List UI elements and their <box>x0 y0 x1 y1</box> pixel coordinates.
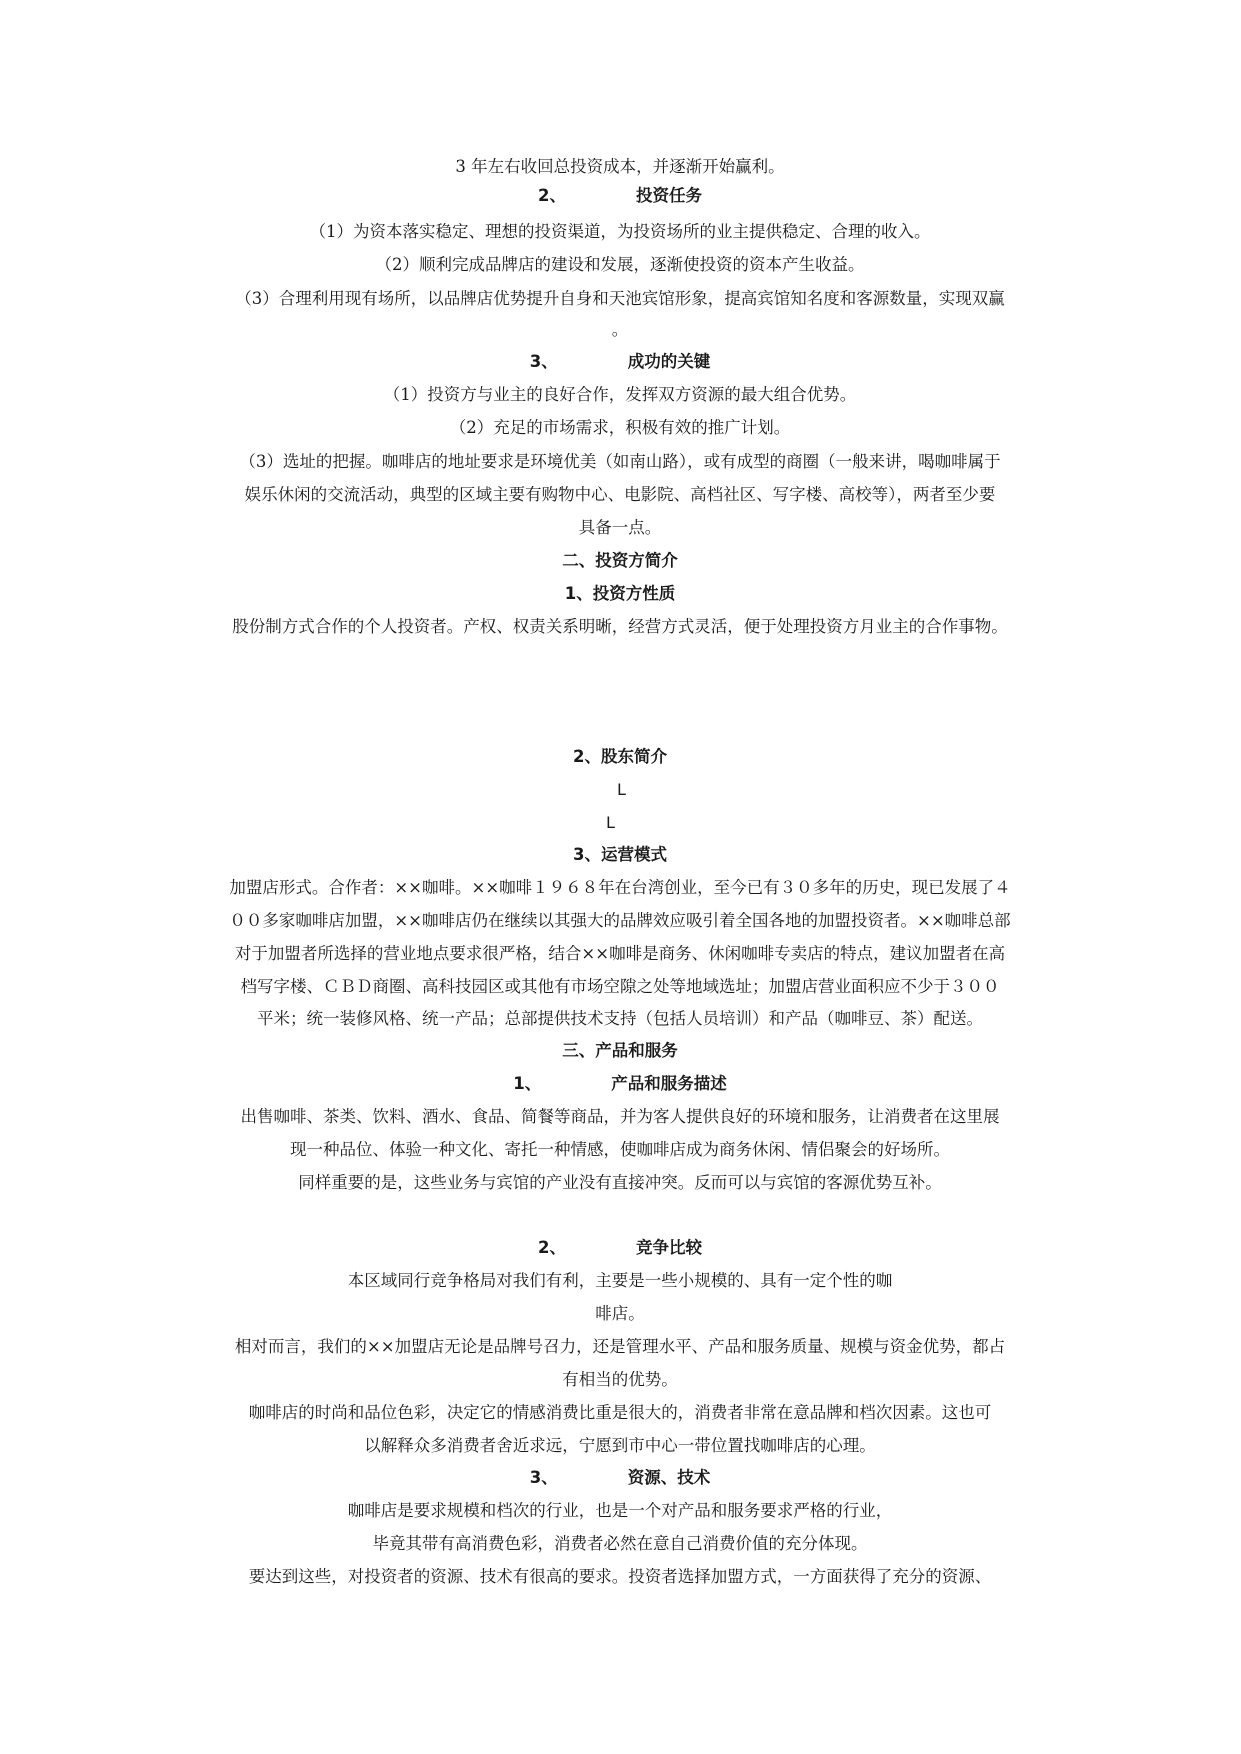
shareholder-mark: L <box>606 813 615 832</box>
paragraph-line: 以解释众多消费者舍近求远，宁愿到市中心一带位置找咖啡店的心理。 <box>364 1436 876 1455</box>
chapter-title: 二、投资方简介 <box>562 551 678 570</box>
section-heading: 3、运营模式 <box>573 845 667 864</box>
paragraph-line: 平米；统一装修风格、统一产品；总部提供技术支持（包括人员培训）和产品（咖啡豆、茶）配送。 <box>257 1009 983 1028</box>
heading-number: 3、 <box>529 1468 558 1487</box>
paragraph-line: 要达到这些，对投资者的资源、技术有很高的要求。投资者选择加盟方式，一方面获得了充分的资源、 <box>248 1567 992 1586</box>
paragraph-line: （3）选址的把握。咖啡店的地址要求是环境优美（如南山路），或有成型的商圈（一般来讲，喝咖啡属于 <box>239 452 1001 471</box>
paragraph-line: 咖啡店是要求规模和档次的行业，也是一个对产品和服务要求严格的行业， <box>347 1501 893 1520</box>
paragraph-line: 对于加盟者所选择的营业地点要求很严格，结合××咖啡是商务、休闲咖啡专卖店的特点，建议加盟者在高 <box>234 944 1006 963</box>
heading-title: 产品和服务描述 <box>611 1074 727 1093</box>
section-heading <box>190 184 1050 208</box>
heading-title: 竞争比较 <box>635 1238 702 1257</box>
heading-title: 资源、技术 <box>627 1468 711 1487</box>
paragraph-line: （1）为资本落实稳定、理想的投资渠道，为投资场所的业主提供稳定、合理的收入。 <box>309 222 931 241</box>
paragraph-line: 加盟店形式。合作者：××咖啡。××咖啡１９６８年在台湾创业，至今已有３０多年的历史，现已发展了４ <box>229 878 1011 897</box>
paragraph-line: 出售咖啡、茶类、饮料、酒水、食品、简餐等商品，并为客人提供良好的环境和服务，让消费者在这里展 <box>240 1107 1000 1126</box>
paragraph-line: 本区域同行竞争格局对我们有利，主要是一些小规模的、具有一定个性的咖 <box>347 1271 893 1290</box>
paragraph-line: 档写字楼、ＣＢＤ商圈、高科技园区或其他有市场空隙之处等地域选址；加盟店营业面积应不少于３００ <box>240 977 1000 996</box>
paragraph-line: （2）顺利完成品牌店的建设和发展，逐渐使投资的资本产生收益。 <box>375 255 865 274</box>
paragraph-line: 股份制方式合作的个人投资者。产权、权责关系明晰，经营方式灵活，便于处理投资方月业主的合作事物。 <box>232 617 1008 636</box>
paragraph-line: 啡店。 <box>595 1304 645 1323</box>
shareholder-mark: L <box>617 780 626 799</box>
paragraph-line: 3 年左右收回总投资成本，并逐渐开始赢利。 <box>455 157 785 176</box>
heading-number: 2、 <box>538 186 566 205</box>
section-heading: 1、投资方性质 <box>564 584 676 603</box>
heading-title: 成功的关键 <box>627 352 711 371</box>
heading-number: 1、 <box>513 1074 542 1093</box>
paragraph-line: 。 <box>611 320 629 339</box>
paragraph-line: （1）投资方与业主的良好合作，发挥双方资源的最大组合优势。 <box>383 385 857 404</box>
paragraph-line: 有相当的优势。 <box>562 1370 678 1389</box>
paragraph-line: 相对而言，我们的××加盟店无论是品牌号召力，还是管理水平、产品和服务质量、规模与资金优势，都占 <box>234 1337 1006 1356</box>
paragraph-line: （3）合理利用现有场所，以品牌店优势提升自身和天池宾馆形象，提高宾馆知名度和客源数量，实现双赢 <box>235 289 1005 308</box>
paragraph-line: （2）充足的市场需求，积极有效的推广计划。 <box>449 418 791 437</box>
section-heading <box>190 350 1050 374</box>
section-heading <box>190 1466 1050 1490</box>
chapter-title: 三、产品和服务 <box>562 1041 678 1060</box>
heading-title: 投资任务 <box>635 186 702 205</box>
section-heading <box>190 1072 1050 1096</box>
paragraph-line: 咖啡店的时尚和品位色彩，决定它的情感消费比重是很大的，消费者非常在意品牌和档次因素。这也可 <box>248 1403 992 1422</box>
paragraph-line: 同样重要的是，这些业务与宾馆的产业没有直接冲突。反而可以与宾馆的客源优势互补。 <box>298 1173 942 1192</box>
paragraph-line: 毕竟其带有高消费色彩，消费者必然在意自己消费价值的充分体现。 <box>372 1534 868 1553</box>
section-heading <box>190 1236 1050 1260</box>
paragraph-line: 现一种品位、体验一种文化、寄托一种情感，使咖啡店成为商务休闲、情侣聚会的好场所。 <box>290 1140 950 1159</box>
heading-number: 3、 <box>529 352 558 371</box>
paragraph-line: 娱乐休闲的交流活动，典型的区域主要有购物中心、电影院、高档社区、写字楼、高校等），两者至少要 <box>244 485 996 504</box>
heading-number: 2、 <box>538 1238 566 1257</box>
paragraph-line: 具备一点。 <box>578 518 662 537</box>
paragraph-line: ００多家咖啡店加盟，××咖啡店仍在继续以其强大的品牌效应吸引着全国各地的加盟投资者。××咖啡总部 <box>229 911 1011 930</box>
section-heading: 2、股东简介 <box>573 747 667 766</box>
